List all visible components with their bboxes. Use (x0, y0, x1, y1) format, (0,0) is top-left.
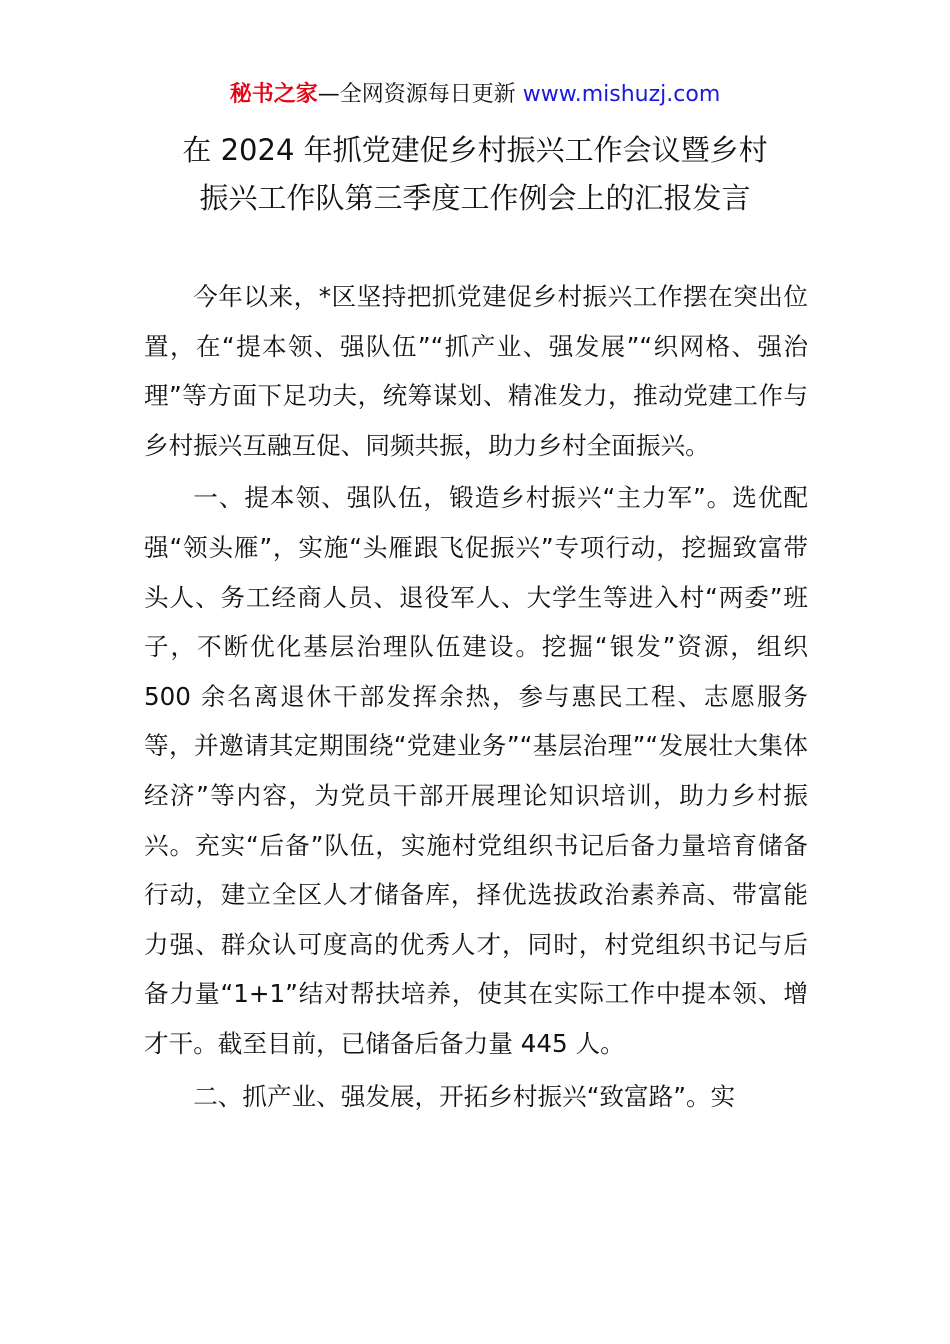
body-paragraph-section-1: 一、提本领、强队伍，锻造乡村振兴“主力军”。选优配强“领头雁”，实施“头雁跟飞促振兴”专项行动，挖掘致富带头人、务工经商人员、退役军人、大学生等进入村“两委”班子，不断优化基层治理队伍建设。挖掘“银发”资源，组织 500 余名离退休干部发挥余热，参与惠民工程、志愿服务等，并邀请其定期围绕“党建业务”“基层治理”“发展壮大集体经济”等内容，为党员干部开展理论知识培训，助力乡村振兴。充实“后备”队伍，实施村党组织书记后备力量培育储备行动，建立全区人才储备库，择优选拔政治素养高、带富能力强、群众认可度高的优秀人才，同时，村党组织书记与后备力量“1+1”结对帮扶培养，使其在实际工作中提本领、增才干。截至目前，已储备后备力量 445 人。 (144, 483, 808, 1058)
site-url-link[interactable]: www.mishuzj.com (522, 82, 721, 107)
header-tagline: —全网资源每日更新 (317, 82, 523, 107)
body-paragraph-section-2: 二、抓产业、强发展，开拓乡村振兴“致富路”。实 (193, 1081, 736, 1111)
title-line-1: 在 2024 年抓党建促乡村振兴工作会议暨乡村 (182, 133, 768, 167)
document-title (60, 126, 890, 222)
document-body (144, 272, 808, 1124)
body-paragraph-intro: 今年以来，*区坚持把抓党建促乡村振兴工作摆在突出位置，在“提本领、强队伍”“抓产业、强发展”“织网格、强治理”等方面下足功夫，统筹谋划、精准发力，推动党建工作与乡村振兴互融互促、同频共振，助力乡村全面振兴。 (144, 282, 808, 460)
site-header (0, 80, 950, 110)
title-line-2: 振兴工作队第三季度工作例会上的汇报发言 (199, 181, 751, 215)
brand-name: 秘书之家 (229, 82, 318, 107)
